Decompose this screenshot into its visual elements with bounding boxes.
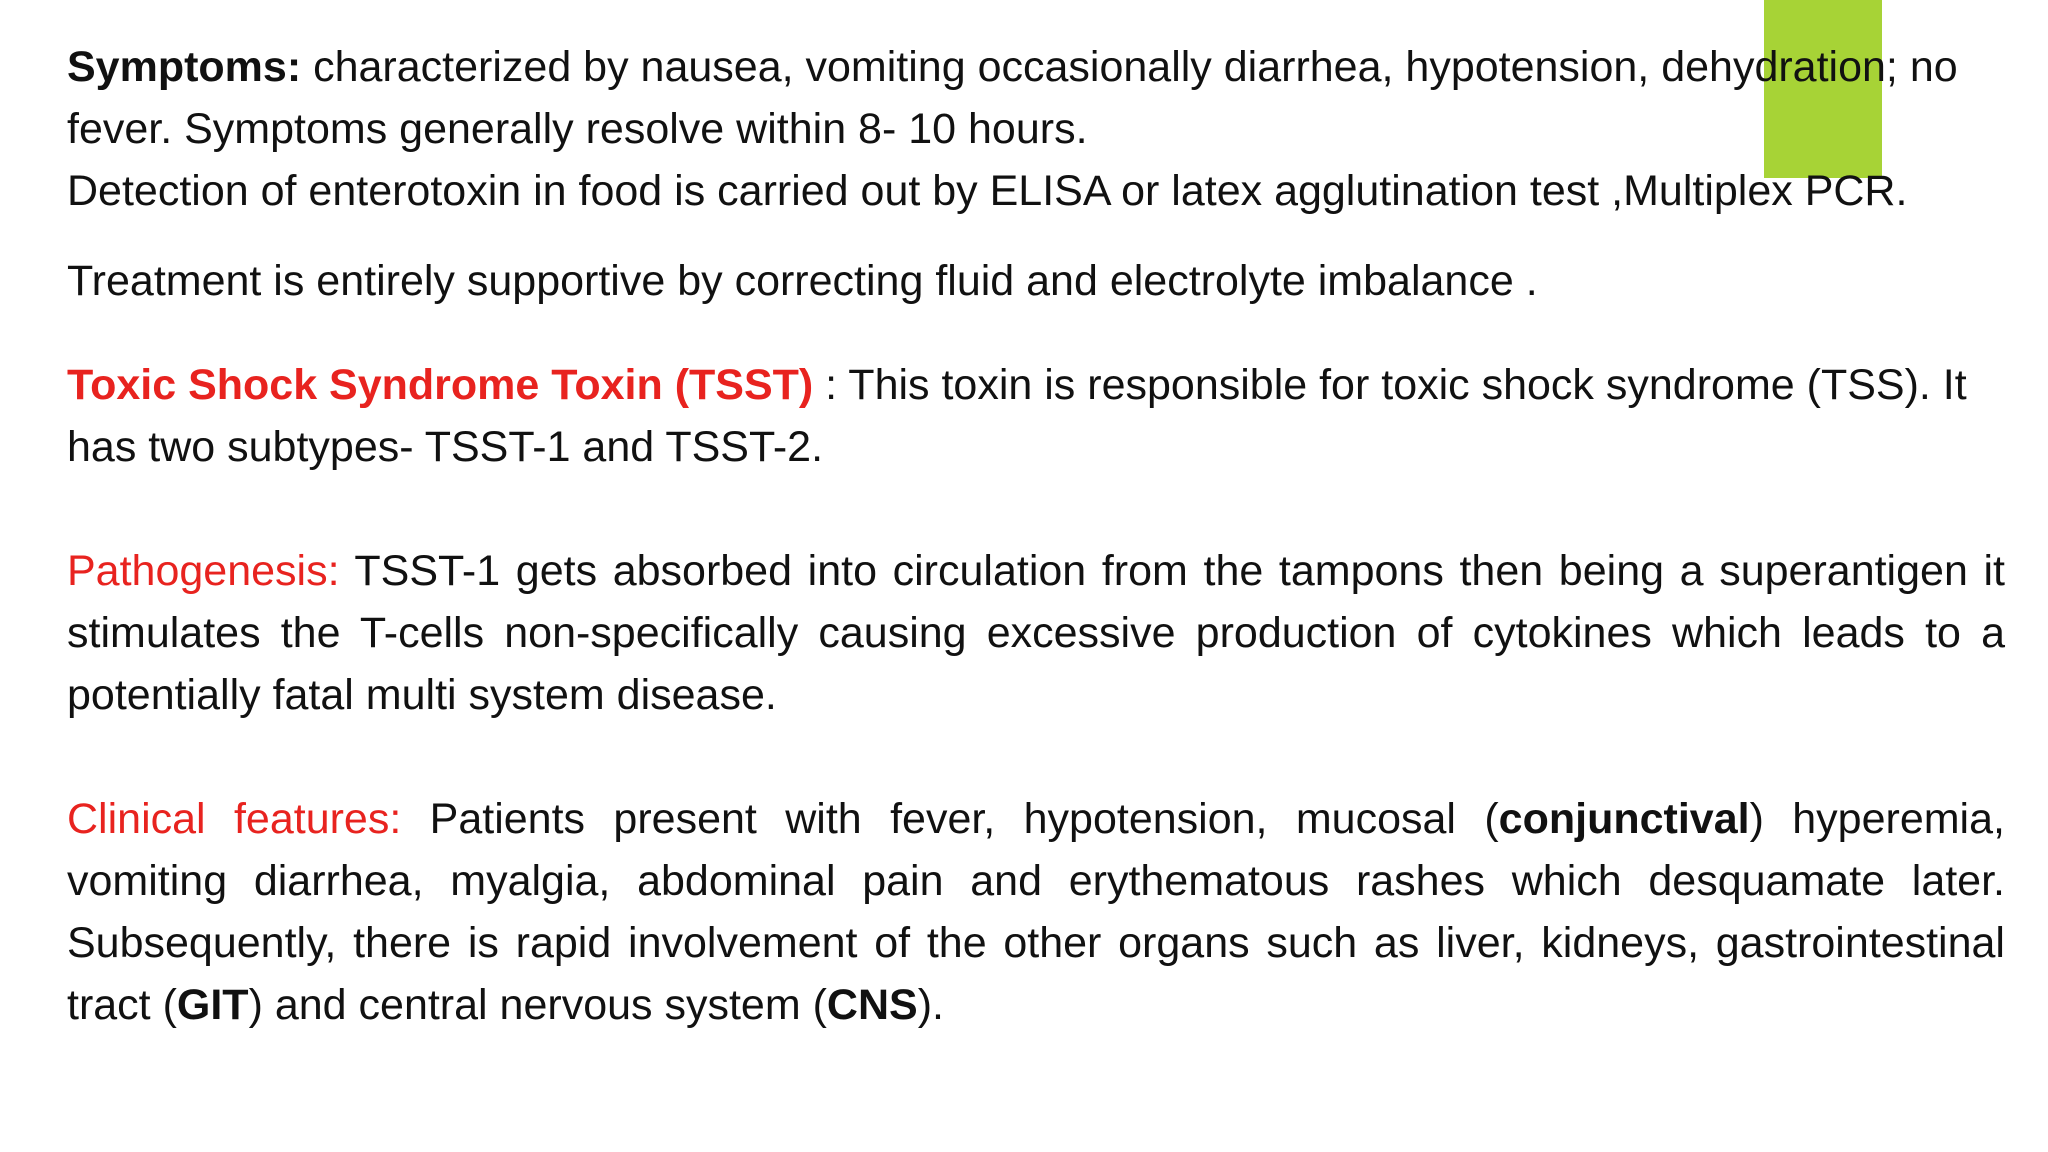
clinical-text-1: Patients present with fever, hypotension, mucosal ( [401,795,1499,843]
pathogenesis-paragraph [67,540,2005,726]
treatment-paragraph: Treatment is entirely supportive by correcting fluid and electrolyte imbalance . [67,257,1538,305]
pathogenesis-heading: Pathogenesis: [67,547,340,595]
clinical-text-3: ) and central nervous system ( [248,981,827,1029]
pathogenesis-text: TSST-1 gets absorbed into circulation from the tampons then being a superantigen it stimulates the T-cells non-specifically causing excessive production of cytokines which leads to a potentially fatal multi system disease. [67,547,2005,719]
conjunctival-term: conjunctival [1498,795,1750,843]
git-term: GIT [176,981,249,1029]
tsst-text: : This toxin is responsible for toxic shock syndrome (TSS). It has two subtypes- TSST-1 and TSST-2. [67,361,1967,471]
clinical-text-4: ). [917,981,944,1029]
clinical-heading: Clinical features: [67,795,402,843]
detection-paragraph: Detection of enterotoxin in food is carried out by ELISA or latex agglutination test ,Multiplex PCR. [67,167,1908,215]
slide-content [67,36,2005,1036]
clinical-text-2: ) hyperemia, vomiting diarrhea, myalgia, abdominal pain and erythematous rashes which desquamate later. Subsequently, there is rapid involvement of the other organs such as liver, kidneys, gastrointestinal tract ( [67,795,2005,1029]
symptoms-paragraph [67,36,2005,160]
tsst-paragraph [67,354,2005,478]
cns-term: CNS [826,981,918,1029]
symptoms-label: Symptoms: [67,43,302,91]
symptoms-text: characterized by nausea, vomiting occasionally diarrhea, hypotension, dehydration; no fever. Symptoms generally resolve within 8- 10 hours. [67,43,1958,153]
tsst-heading: Toxic Shock Syndrome Toxin (TSST) [67,361,814,409]
clinical-paragraph [67,788,2005,1036]
